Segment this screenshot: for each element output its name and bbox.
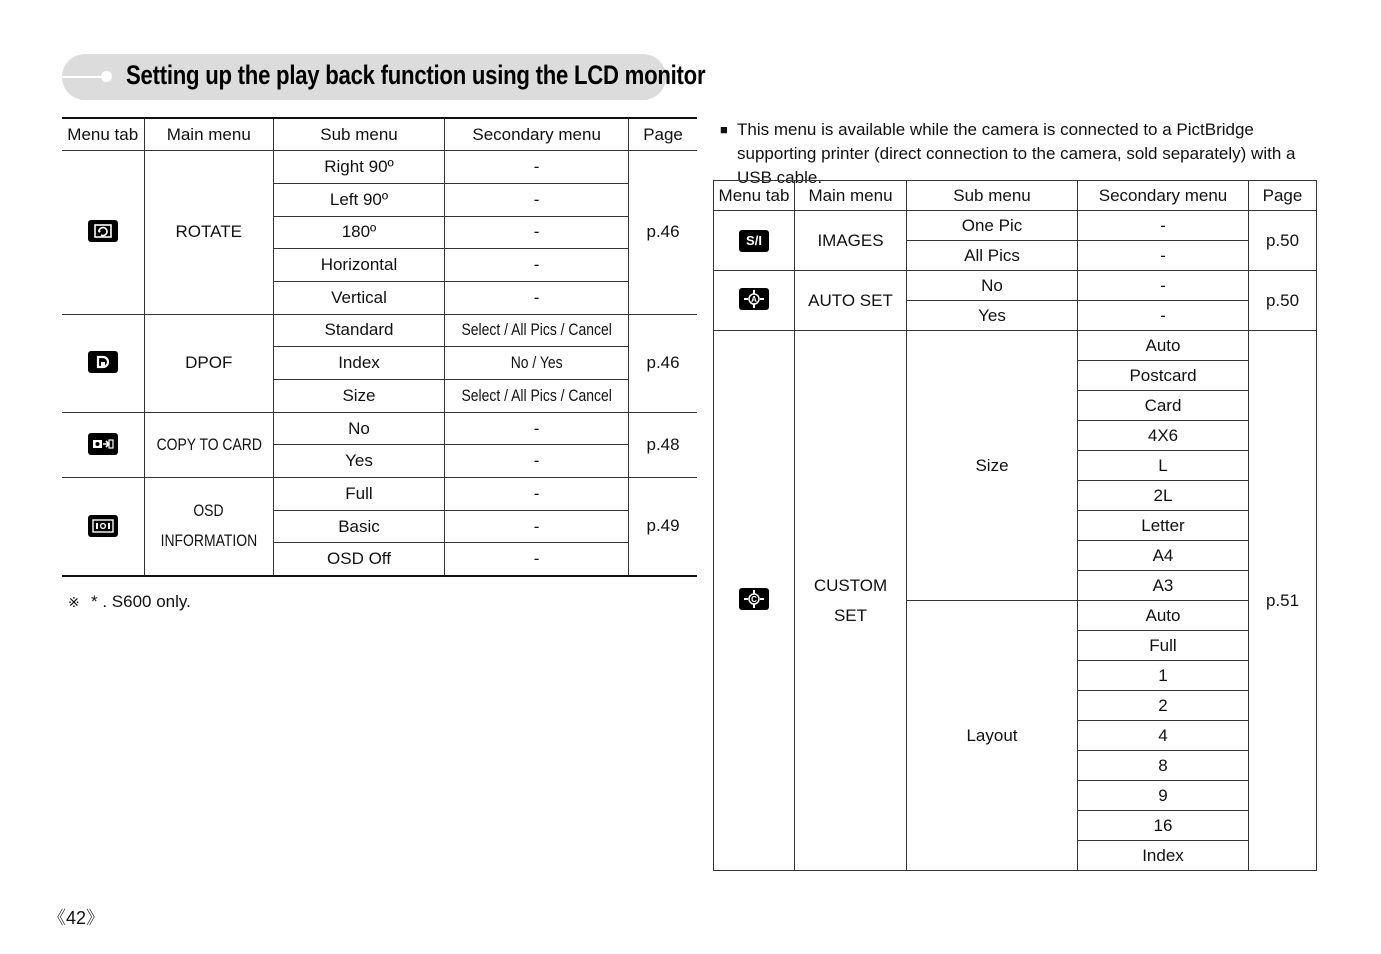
osd-page: p.49 (629, 478, 697, 576)
secondary-menu-item: Full (1078, 631, 1249, 661)
secondary-menu-item: A4 (1078, 541, 1249, 571)
sub-menu-item: Yes (907, 301, 1078, 331)
custom-tab-cell (714, 331, 795, 871)
intro-text: This menu is available while the camera is connected to a PictBridge supporting printer (direct connection to the camera, sold separately) with a USB cable. (737, 120, 1296, 187)
images-page: p.50 (1249, 211, 1317, 271)
copy-tab-cell (62, 412, 144, 477)
sub-menu-item: Horizontal (273, 249, 444, 282)
secondary-menu-item: - (444, 151, 628, 184)
size-sub-menu: Size (907, 331, 1078, 601)
table-row (62, 151, 697, 184)
table-row (62, 412, 697, 445)
autoset-page: p.50 (1249, 271, 1317, 331)
table-row (714, 211, 1317, 241)
header-menu-tab: Menu tab (62, 118, 144, 151)
secondary-menu-item: 4 (1078, 721, 1249, 751)
table-row (714, 271, 1317, 301)
page-number: 《42》 (48, 908, 105, 928)
osd-icon (88, 515, 118, 537)
title-bar (62, 54, 706, 100)
secondary-menu-item: - (1078, 301, 1249, 331)
copy-main: COPY TO CARD (144, 412, 273, 477)
table-row (714, 331, 1317, 361)
dpof-icon (88, 351, 118, 373)
secondary-menu-item: Card (1078, 391, 1249, 421)
table-row (62, 314, 697, 347)
table-header-row (62, 118, 697, 151)
rotate-main: ROTATE (144, 151, 273, 314)
secondary-menu-item: Index (1078, 841, 1249, 871)
rotate-icon (88, 220, 118, 242)
secondary-menu-item: 1 (1078, 661, 1249, 691)
footnote-text: * . S600 only. (91, 592, 191, 611)
secondary-menu-item: Postcard (1078, 361, 1249, 391)
header-sub-menu: Sub menu (907, 181, 1078, 211)
sub-menu-item: Standard (273, 314, 444, 347)
svg-text:A: A (751, 295, 757, 304)
secondary-menu-item: - (444, 281, 628, 314)
secondary-menu-item: - (444, 183, 628, 216)
header-main-menu: Main menu (795, 181, 907, 211)
secondary-menu-item: 9 (1078, 781, 1249, 811)
header-page: Page (1249, 181, 1317, 211)
sub-menu-item: OSD Off (273, 543, 444, 576)
secondary-menu-item: Select / All Pics / Cancel (444, 380, 628, 413)
secondary-menu-item: - (444, 412, 628, 445)
images-icon: S/I (739, 230, 769, 252)
sub-menu-item: All Pics (907, 241, 1078, 271)
playback-menu-table (62, 117, 697, 577)
osd-main: OSD INFORMATION (144, 478, 273, 576)
sub-menu-item: Vertical (273, 281, 444, 314)
page-title: Setting up the play back function using the LCD monitor (126, 60, 706, 90)
copy-to-card-icon (88, 433, 118, 455)
secondary-menu-item: 8 (1078, 751, 1249, 781)
autoset-tab-cell (714, 271, 795, 331)
images-main: IMAGES (795, 211, 907, 271)
secondary-menu-item: - (444, 543, 628, 576)
header-main-menu: Main menu (144, 118, 273, 151)
header-menu-tab: Menu tab (714, 181, 795, 211)
layout-sub-menu: Layout (907, 601, 1078, 871)
bullet-icon: ■ (720, 122, 728, 137)
secondary-menu-item: No / Yes (444, 347, 628, 380)
secondary-menu-item: - (1078, 241, 1249, 271)
secondary-menu-item: - (444, 478, 628, 511)
secondary-menu-item: A3 (1078, 571, 1249, 601)
secondary-menu-item: 16 (1078, 811, 1249, 841)
custom-page: p.51 (1249, 331, 1317, 871)
secondary-menu-item: - (1078, 211, 1249, 241)
secondary-menu-item: - (444, 445, 628, 478)
custom-main: CUSTOM SET (795, 331, 907, 871)
header-page: Page (629, 118, 697, 151)
rotate-tab-cell (62, 151, 144, 314)
secondary-menu-item: Select / All Pics / Cancel (444, 314, 628, 347)
auto-set-icon (739, 288, 769, 310)
custom-set-icon (739, 588, 769, 610)
secondary-menu-item: 4X6 (1078, 421, 1249, 451)
sub-menu-item: No (907, 271, 1078, 301)
sub-menu-item: Yes (273, 445, 444, 478)
secondary-menu-item: - (444, 216, 628, 249)
title-decor-dot (101, 71, 112, 82)
title-decor-line (62, 76, 104, 78)
sub-menu-item: Size (273, 380, 444, 413)
sub-menu-item: One Pic (907, 211, 1078, 241)
dpof-tab-cell (62, 314, 144, 412)
secondary-menu-item: - (444, 510, 628, 543)
sub-menu-item: Right 90º (273, 151, 444, 184)
sub-menu-item: Basic (273, 510, 444, 543)
rotate-page: p.46 (629, 151, 697, 314)
secondary-menu-item: Auto (1078, 601, 1249, 631)
table-row (62, 478, 697, 511)
secondary-menu-item: - (444, 249, 628, 282)
header-secondary-menu: Secondary menu (444, 118, 628, 151)
sub-menu-item: No (273, 412, 444, 445)
header-sub-menu: Sub menu (273, 118, 444, 151)
secondary-menu-item: Letter (1078, 511, 1249, 541)
sub-menu-item: 180º (273, 216, 444, 249)
sub-menu-item: Full (273, 478, 444, 511)
table-header-row (714, 181, 1317, 211)
secondary-menu-item: Auto (1078, 331, 1249, 361)
osd-tab-cell (62, 478, 144, 576)
svg-text:C: C (751, 595, 757, 604)
header-secondary-menu: Secondary menu (1078, 181, 1249, 211)
footnote-symbol: ※ (68, 594, 80, 610)
sub-menu-item: Index (273, 347, 444, 380)
sub-menu-item: Left 90º (273, 183, 444, 216)
autoset-main: AUTO SET (795, 271, 907, 331)
secondary-menu-item: L (1078, 451, 1249, 481)
dpof-page: p.46 (629, 314, 697, 412)
copy-page: p.48 (629, 412, 697, 477)
images-tab-cell (714, 211, 795, 271)
pictbridge-menu-table (713, 180, 1317, 871)
dpof-main: DPOF (144, 314, 273, 412)
secondary-menu-item: - (1078, 271, 1249, 301)
secondary-menu-item: 2 (1078, 691, 1249, 721)
secondary-menu-item: 2L (1078, 481, 1249, 511)
